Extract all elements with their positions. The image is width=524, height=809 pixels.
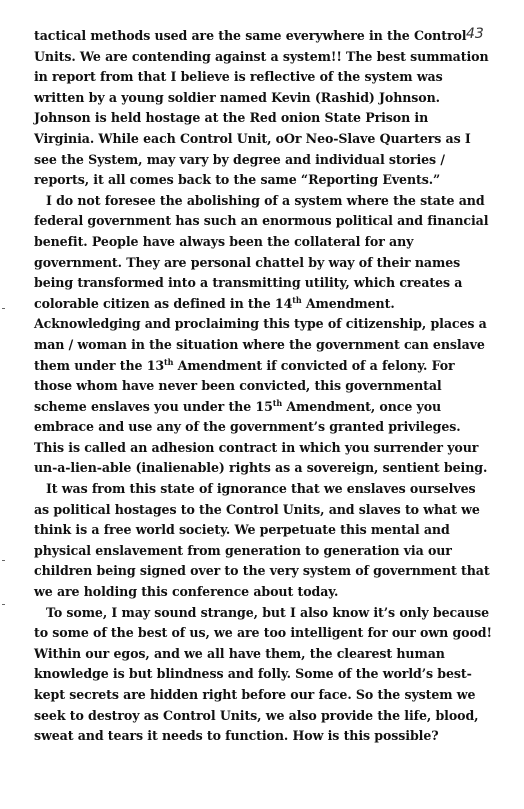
page-number: 43 (466, 26, 484, 42)
ordinal-suffix: th (164, 356, 174, 367)
document-body (34, 26, 492, 747)
paragraph-text: Amendment if convicted of a felony. For those whom have never been convicted, this governmental scheme enslaves you under the 15 (34, 357, 455, 414)
paragraph-text: I do not foresee the abolishing of a system where the state and federal government has such an enormous political and financial benefit. People have always been the collateral for any government. They are personal chattel by way of their names being transformed into a transmitting utility, which creates a colorable citizen as defined in the 14 (34, 192, 489, 311)
paragraph-text: Amendment. Acknowledging and proclaiming this type of citizenship, places a man / woman in the situation where the government can enslave them under the 13 (34, 295, 487, 373)
paragraph (34, 603, 492, 747)
paragraph-text: It was from this state of ignorance that we enslaves ourselves as political hostages to the Control Units, and slaves to what we think is a free world society. We perpetuate this mental and physical enslavement from generation to generation via our children being signed over to the very system of government that we are holding this conference about today. (34, 481, 490, 600)
scan-speck (2, 604, 5, 605)
ordinal-suffix: th (292, 294, 302, 305)
paragraph (34, 479, 492, 603)
scan-speck (2, 560, 5, 561)
scan-speck (2, 308, 5, 309)
paragraph-text: To some, I may sound strange, but I also know it’s only because to some of the best of us, we are too intelligent for our own good! Within our egos, and we all have them, the clearest human knowledge is but blindness and folly. Some of the world’s best-kept secrets are hidden right before our face. So the system we seek to destroy as Control Units, we also provide the life, blood, sweat and tears it needs to function. How is this possible? (34, 604, 492, 744)
paragraph-text: Amendment, once you embrace and use any of the government’s granted privileges. This is called an adhesion contract in which you surrender your un-a-lien-able (inalienable) rights as a sovereign, sentient being. (34, 398, 488, 476)
ordinal-suffix: th (272, 397, 283, 408)
paragraph (34, 191, 492, 479)
paragraph (34, 26, 492, 191)
paragraph-text: tactical methods used are the same everywhere in the Control Units. We are contending against a system!! The best summation in report from that I believe is reflective of the system was written by a young soldier named Kevin (Rashid) Johnson. Johnson is held hostage at the Red onion State Prison in Virginia. While each Control Unit, oOr Neo-Slave Quarters as I see the System, may vary by degree and individual stories / reports, it all comes back to the same “Reporting Events.” (34, 28, 489, 188)
